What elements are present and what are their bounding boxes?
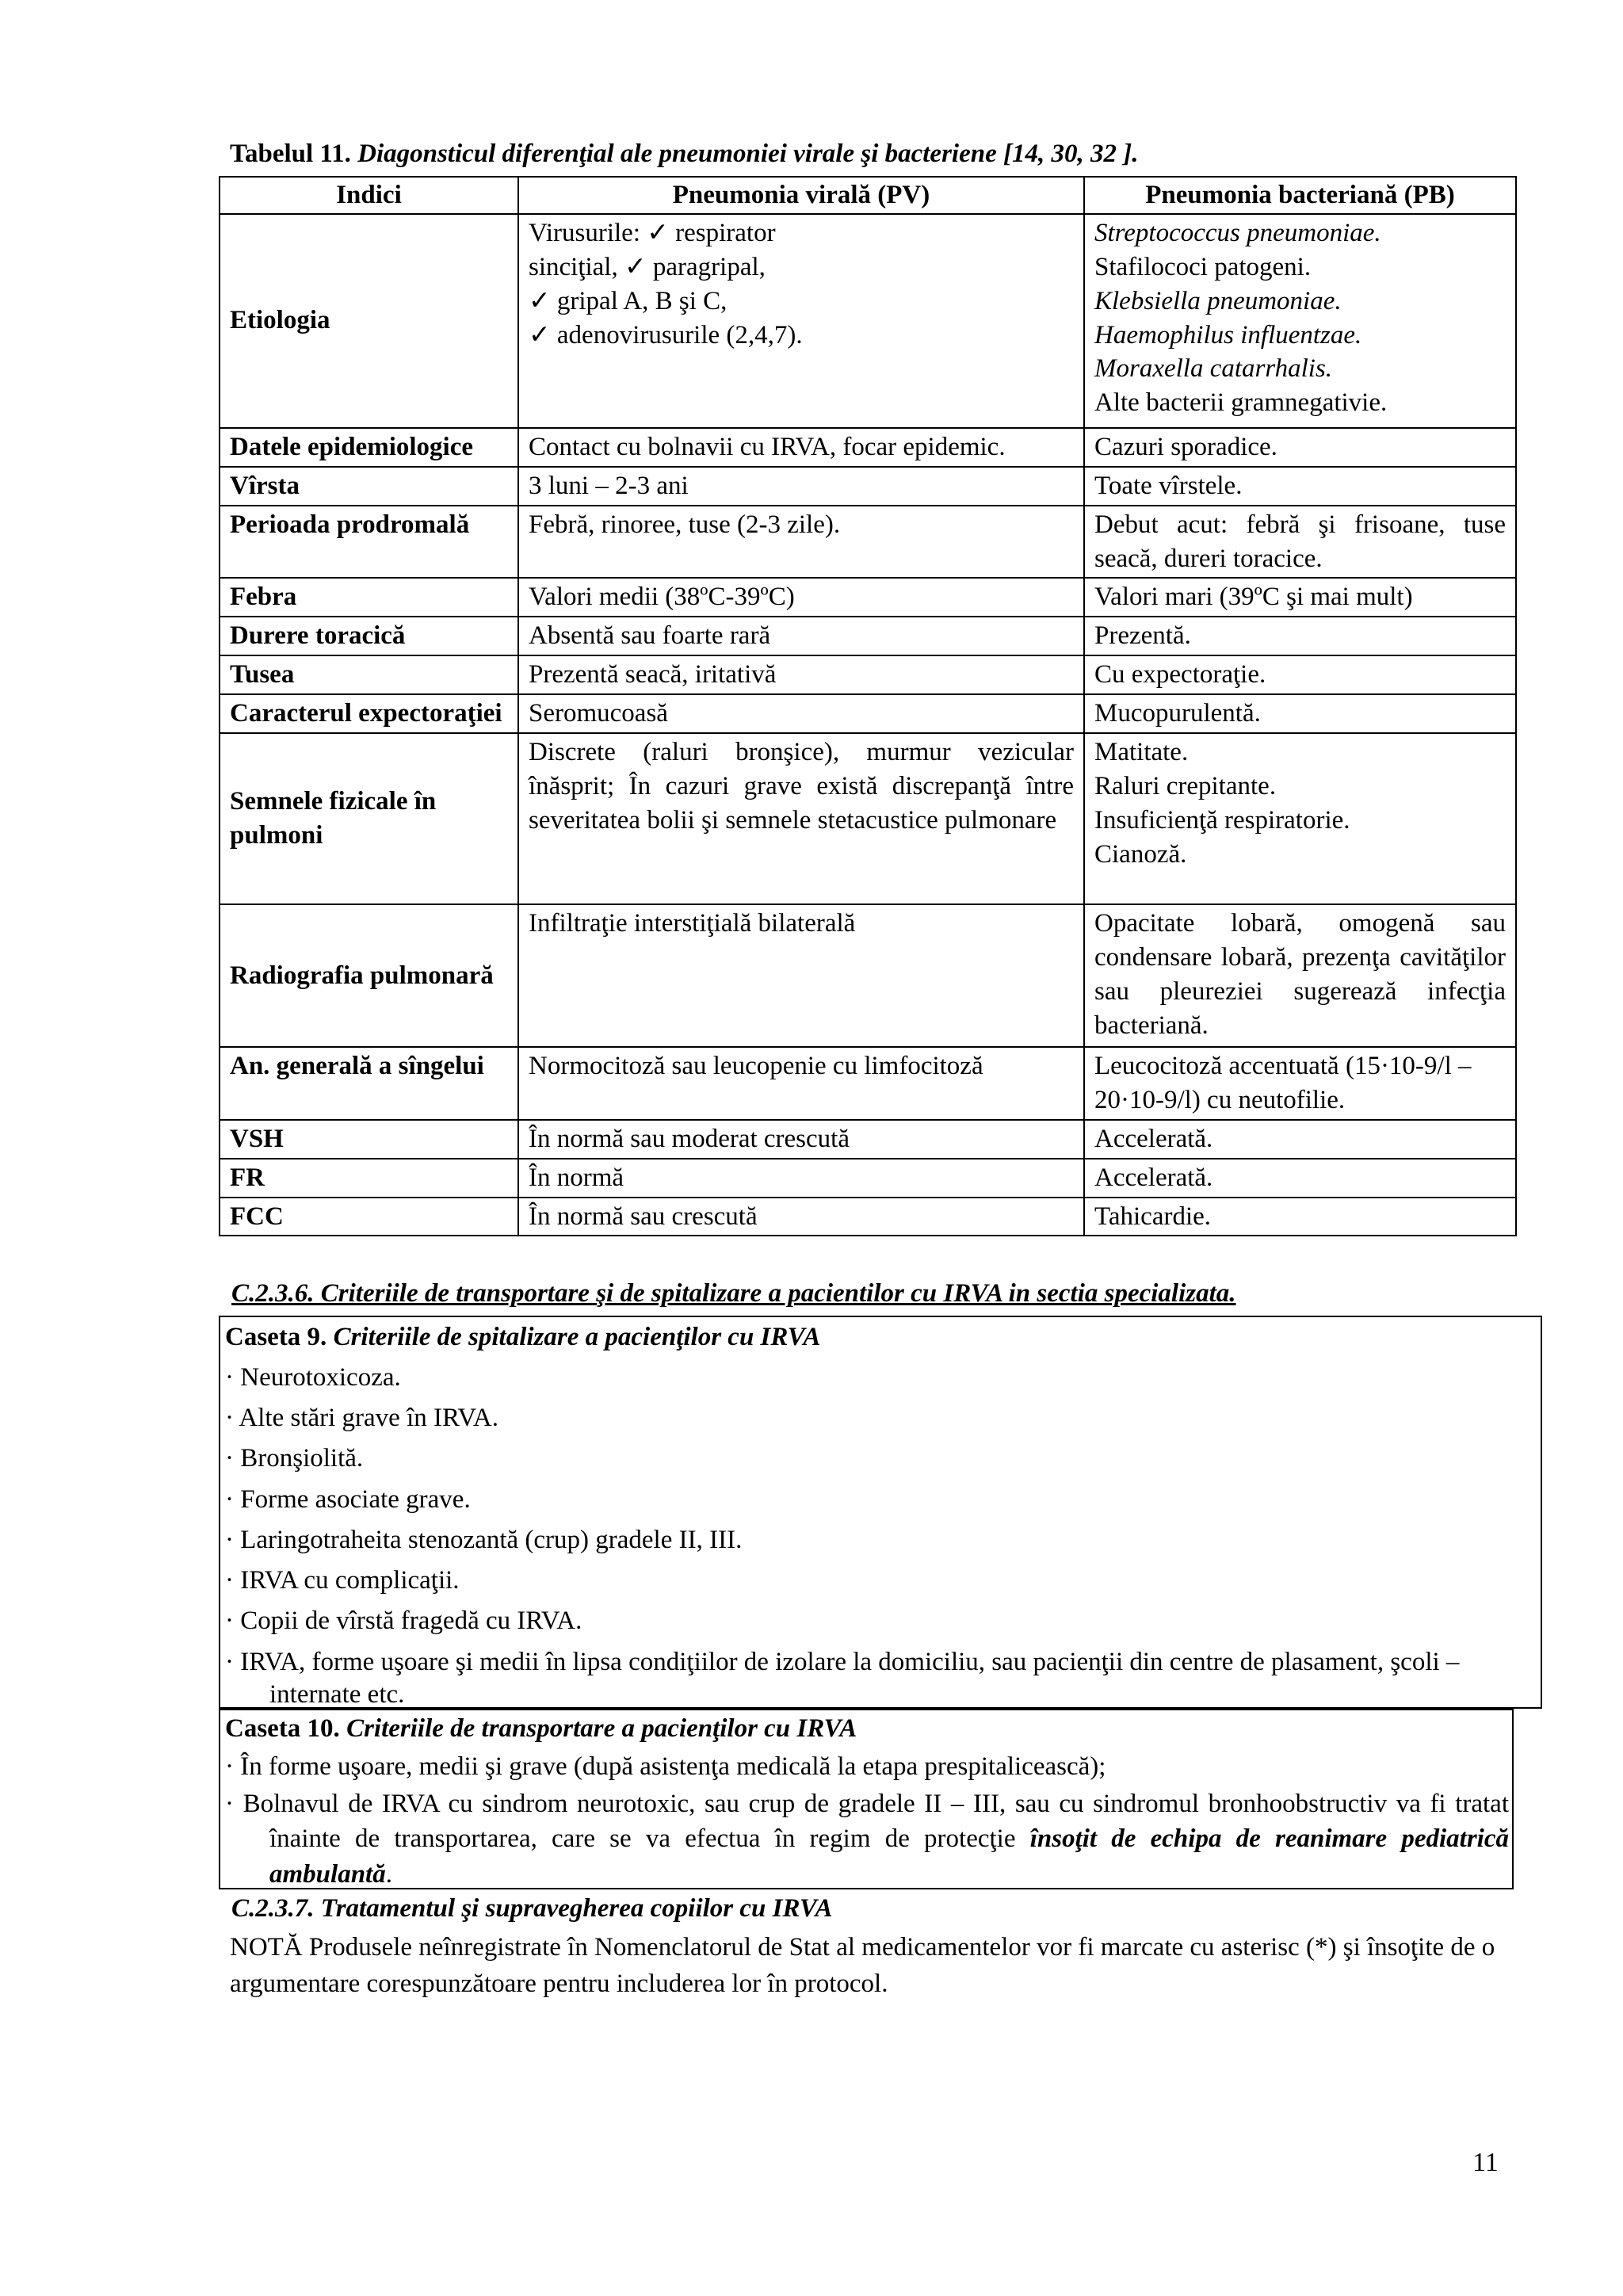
page-number: 11 xyxy=(1472,2148,1499,2177)
table-row xyxy=(220,1120,1516,1159)
table-row xyxy=(220,467,1516,506)
cell-pb: Tahicardie. xyxy=(1084,1198,1516,1236)
table-caption-title: Diagonsticul diferenţial ale pneumoniei virale şi bacteriene [14, 30, 32 ]. xyxy=(357,139,1139,168)
cell-pv: Valori medii (38ºC-39ºC) xyxy=(518,578,1084,617)
cell-pb xyxy=(1084,214,1516,428)
table-caption-label: Tabelul 11. xyxy=(230,139,358,168)
list-item: · În forme uşoare, medii şi grave (după asistenţa medicală la etapa prespitalicească); xyxy=(225,1752,1106,1781)
cell-pv: În normă sau crescută xyxy=(518,1198,1084,1236)
cell-pv: Normocitoză sau leucopenie cu limfocitoză xyxy=(518,1047,1084,1120)
row-label: An. generală a sîngelui xyxy=(220,1047,518,1120)
cell-pv: În normă sau moderat crescută xyxy=(518,1120,1084,1159)
cell-pv: Febră, rinoree, tuse (2-3 zile). xyxy=(518,506,1084,579)
cell-pv: În normă xyxy=(518,1159,1084,1198)
note-paragraph: NOTĂ Produsele neînregistrate în Nomenclatorul de Stat al medicamentelor vor fi marcate cu asterisc (*) şi însoţite de o argumentare corespunzătoare pentru includerea lor în protocol. xyxy=(230,1933,1495,1999)
cell-pb: Prezentă. xyxy=(1084,617,1516,655)
cell-pv: Seromucoasă xyxy=(518,694,1084,733)
list-item: · Laringotraheita stenozantă (crup) gradele II, III. xyxy=(225,1525,743,1554)
table-row xyxy=(220,733,1516,904)
caseta-9-heading: Criteriile de spitalizare a pacienţilor cu IRVA xyxy=(333,1323,821,1351)
cell-pb: Debut acut: febră şi frisoane, tuse seacă, dureri toracice. xyxy=(1084,506,1516,579)
cell-line: Moraxella catarrhalis. xyxy=(1094,354,1333,384)
caseta-10-title xyxy=(225,1710,1509,1748)
cell-line: sinciţial, ✓ paragripal, xyxy=(529,252,766,281)
cell-pb: Cazuri sporadice. xyxy=(1084,428,1516,467)
cell-line: Haemophilus influentzae. xyxy=(1094,320,1362,350)
caseta-10-heading: Criteriile de transportare a pacienţilor cu IRVA xyxy=(346,1714,857,1743)
cell-line: Insuficienţă respiratorie. xyxy=(1094,805,1350,835)
caseta-10-label: Caseta 10. xyxy=(225,1714,347,1743)
row-label: FCC xyxy=(220,1198,518,1236)
cell-line: Matitate. xyxy=(1094,738,1189,767)
table-row xyxy=(220,617,1516,655)
differential-diagnosis-table xyxy=(219,176,1517,1236)
table-row xyxy=(220,506,1516,579)
section-heading-treatment: C.2.3.7. Tratamentul şi supravegherea copiilor cu IRVA xyxy=(231,1894,833,1923)
list-item: · Bronşiolită. xyxy=(225,1444,364,1473)
list-item-text: · Bolnavul de IRVA cu sindrom neurotoxic, sau crup de gradele II – III, sau cu sindromul bronhoobstructiv va fi tratat înainte de transportarea, care se va efectua în regim de protecţie xyxy=(225,1789,1509,1854)
row-label: Etiologia xyxy=(220,214,518,428)
list-item: · Forme asociate grave. xyxy=(225,1484,471,1514)
caseta-9-label: Caseta 9. xyxy=(225,1323,334,1351)
row-label: Semnele fizicale în pulmoni xyxy=(220,733,518,904)
cell-line: Raluri crepitante. xyxy=(1094,771,1277,800)
cell-pb: Leucocitoză accentuată (15·10-9/l – 20·10-9/l) cu neutofilie. xyxy=(1084,1047,1516,1120)
table-row xyxy=(220,214,1516,428)
table-row xyxy=(220,428,1516,467)
cell-pv xyxy=(518,214,1084,428)
cell-line: ✓ gripal A, B şi C, xyxy=(529,286,727,315)
row-label: Radiografia pulmonară xyxy=(220,904,518,1047)
cell-pv: Infiltraţie interstiţială bilaterală xyxy=(518,904,1084,1047)
table-caption xyxy=(230,139,1138,169)
list-item: · IRVA, forme uşoare şi medii în lipsa condiţiilor de izolare la domiciliu, sau pacienţii din centre de plasament, şcoli – internate etc. xyxy=(225,1648,1460,1710)
row-label: Febra xyxy=(220,578,518,617)
table-row xyxy=(220,1047,1516,1120)
list-item: · IRVA cu complicaţii. xyxy=(225,1565,460,1595)
caseta-9-box xyxy=(219,1316,1542,1709)
table-row xyxy=(220,694,1516,733)
section-heading-transport: C.2.3.6. Criteriile de transportare şi de spitalizare a pacientilor cu IRVA in sectia specializata. xyxy=(231,1279,1236,1308)
table-row xyxy=(220,655,1516,694)
cell-pv: Absentă sau foarte rară xyxy=(518,617,1084,655)
cell-pv: Discrete (raluri bronşice), murmur vezicular înăsprit; În cazuri grave există discrepanţă între severitatea bolii şi semnele stetacustice pulmonare xyxy=(518,733,1084,904)
cell-line: Klebsiella pneumoniae. xyxy=(1094,286,1342,315)
list-item: · Alte stări grave în IRVA. xyxy=(225,1404,499,1433)
table-header-row xyxy=(220,177,1516,214)
header-pneumonia-bacteriana: Pneumonia bacteriană (PB) xyxy=(1084,177,1516,214)
cell-line: Cianoză. xyxy=(1094,839,1187,869)
table-row xyxy=(220,904,1516,1047)
cell-pb: Accelerată. xyxy=(1084,1120,1516,1159)
list-item-end: . xyxy=(385,1859,392,1889)
cell-pb: Opacitate lobară, omogenă sau condensare lobară, prezenţa cavităţilor sau pleureziei sugerează infecţia bacteriană. xyxy=(1084,904,1516,1047)
row-label: FR xyxy=(220,1159,518,1198)
row-label: Datele epidemiologice xyxy=(220,428,518,467)
cell-line: Streptococcus pneumoniae. xyxy=(1094,218,1381,247)
cell-line: Stafilococi patogeni. xyxy=(1094,252,1312,281)
row-label: Tusea xyxy=(220,655,518,694)
row-label: Durere toracică xyxy=(220,617,518,655)
cell-pv: 3 luni – 2-3 ani xyxy=(518,467,1084,506)
caseta-10-box xyxy=(219,1709,1514,1889)
table-row xyxy=(220,1198,1516,1236)
list-item: · Copii de vîrstă fragedă cu IRVA. xyxy=(225,1606,582,1635)
cell-pb: Toate vîrstele. xyxy=(1084,467,1516,506)
header-indici: Indici xyxy=(220,177,518,214)
table-row xyxy=(220,578,1516,617)
cell-pv: Contact cu bolnavii cu IRVA, focar epidemic. xyxy=(518,428,1084,467)
cell-pb: Accelerată. xyxy=(1084,1159,1516,1198)
list-item-emphasis: însoţit de echipa de reanimare pediatrică ambulantă xyxy=(269,1824,1510,1889)
cell-line: ✓ adenovirusurile (2,4,7). xyxy=(529,320,803,350)
list-item: · Neurotoxicoza. xyxy=(225,1363,401,1392)
header-pneumonia-virala: Pneumonia virală (PV) xyxy=(518,177,1084,214)
caseta-9-title xyxy=(225,1317,1537,1358)
cell-pb xyxy=(1084,733,1516,904)
cell-pb: Mucopurulentă. xyxy=(1084,694,1516,733)
cell-line: Alte bacterii gramnegativie. xyxy=(1094,388,1388,418)
cell-pv: Prezentă seacă, iritativă xyxy=(518,655,1084,694)
cell-pb: Valori mari (39ºC şi mai mult) xyxy=(1084,578,1516,617)
row-label: Perioada prodromală xyxy=(220,506,518,579)
row-label: Caracterul expectoraţiei xyxy=(220,694,518,733)
table-row xyxy=(220,1159,1516,1198)
row-label: VSH xyxy=(220,1120,518,1159)
cell-pb: Cu expectoraţie. xyxy=(1084,655,1516,694)
cell-line: Virusurile: ✓ respirator xyxy=(529,218,776,247)
row-label: Vîrsta xyxy=(220,467,518,506)
list-item xyxy=(225,1786,1509,1893)
